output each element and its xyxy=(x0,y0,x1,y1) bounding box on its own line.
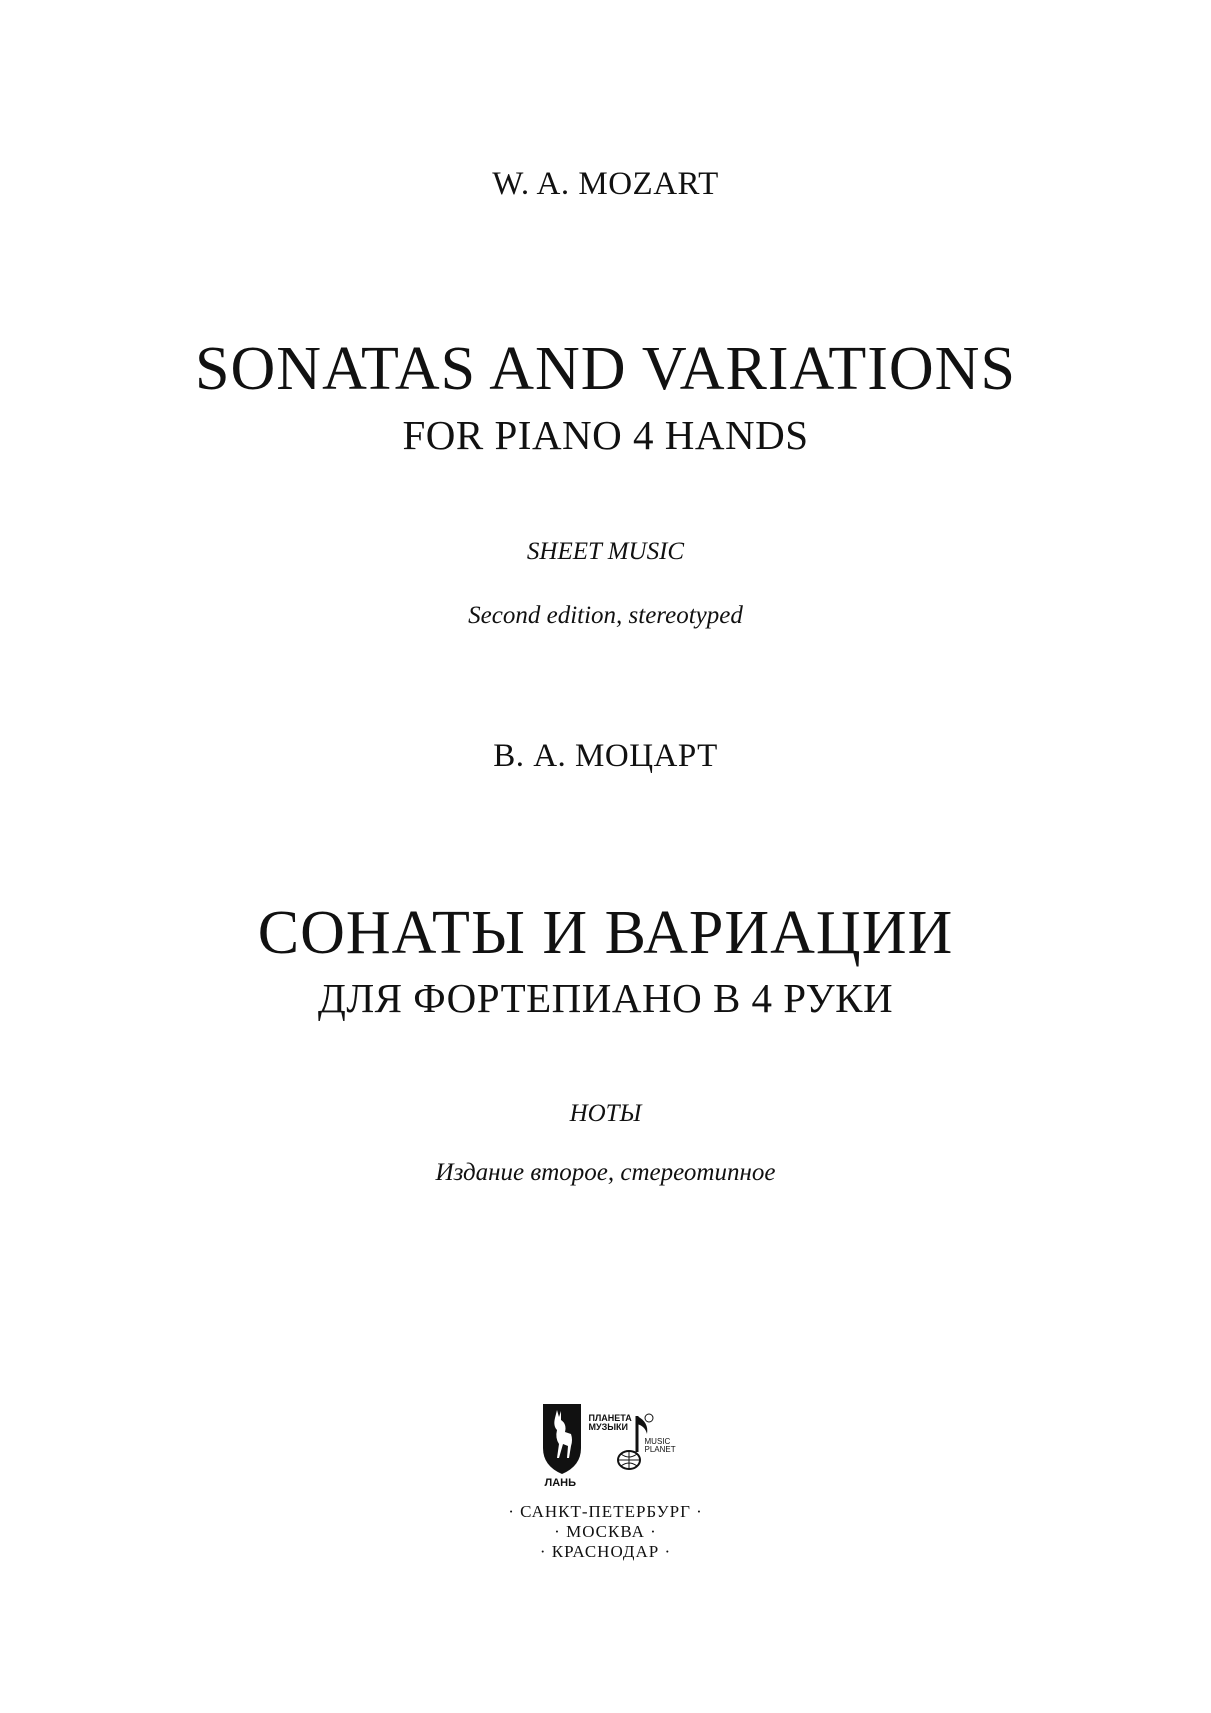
publisher-cities xyxy=(0,1502,1211,1562)
lan-logo xyxy=(541,1402,583,1494)
city-saint-petersburg: · САНКТ-ПЕТЕРБУРГ · xyxy=(508,1502,703,1521)
genre-english: SHEET MUSIC xyxy=(526,538,685,565)
publisher-block xyxy=(0,1402,1211,1562)
author-russian: В. А. МОЦАРТ xyxy=(493,738,718,774)
planet-logo-text-en: MUSIC PLANET xyxy=(644,1437,676,1454)
planet-logo-text-ru: ПЛАНЕТА МУЗЫКИ xyxy=(588,1413,632,1432)
genre-russian: НОТЫ xyxy=(569,1100,642,1127)
deer-shield-icon xyxy=(541,1402,583,1476)
title-english: SONATAS AND VARIATIONS xyxy=(195,335,1016,403)
lan-logo-text: ЛАНЬ xyxy=(544,1477,577,1489)
music-planet-logo xyxy=(587,1412,676,1492)
subtitle-english: FOR PIANO 4 HANDS xyxy=(402,412,809,458)
edition-russian: Издание второе, стереотипное xyxy=(435,1159,776,1186)
city-moscow: · МОСКВА · xyxy=(554,1522,657,1541)
edition-english: Second edition, stereotyped xyxy=(468,602,743,629)
author-english: W. A. MOZART xyxy=(492,166,719,202)
publisher-logos xyxy=(541,1402,676,1494)
city-krasnodar: · КРАСНОДАР · xyxy=(539,1542,672,1561)
title-russian: СОНАТЫ И ВАРИАЦИИ xyxy=(257,899,954,967)
subtitle-russian: ДЛЯ ФОРТЕПИАНО В 4 РУКИ xyxy=(317,975,894,1021)
